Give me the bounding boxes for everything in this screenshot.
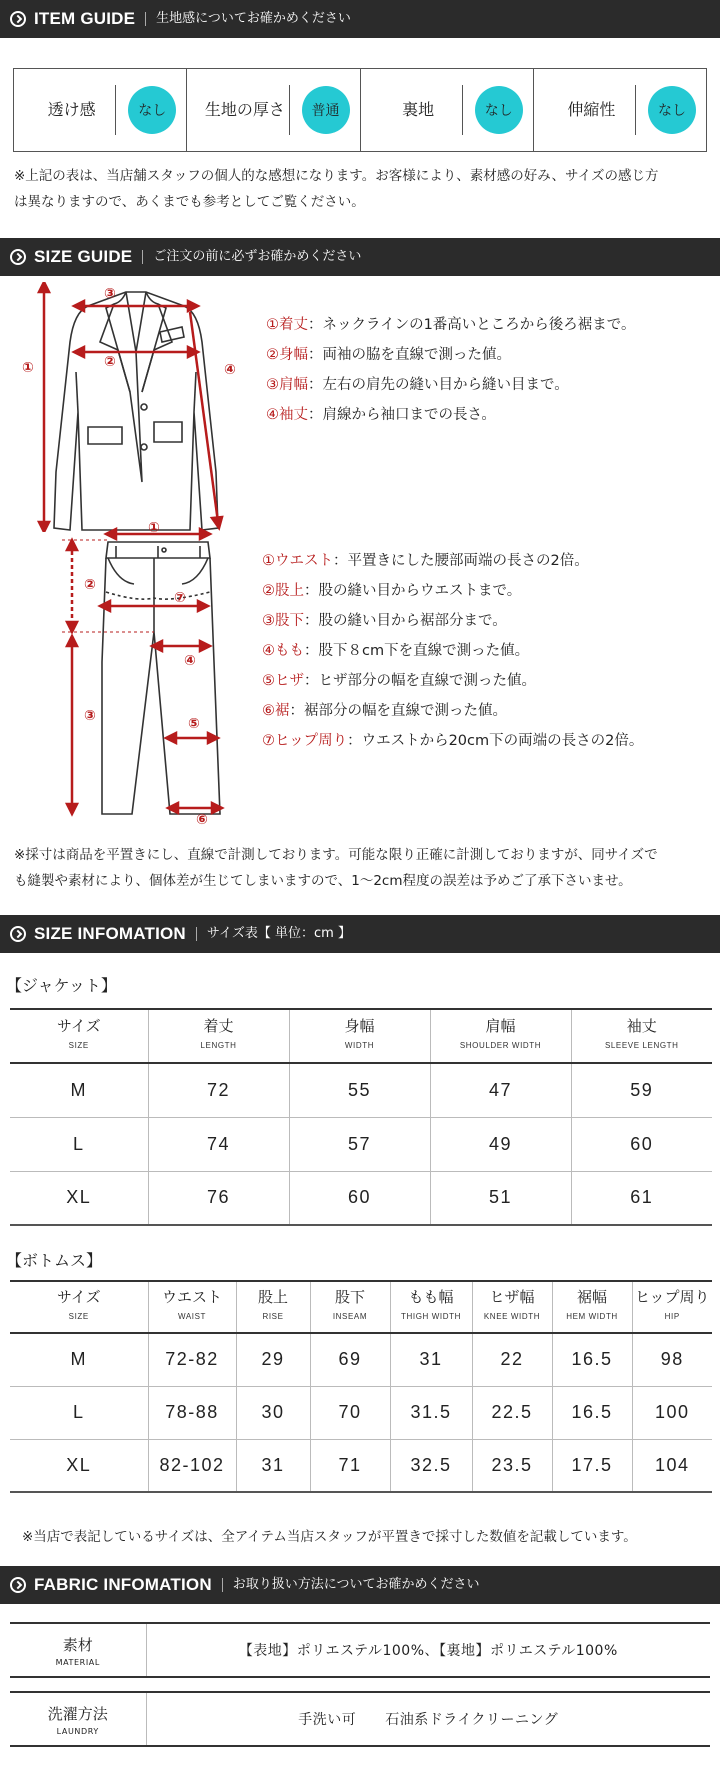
mark-waist: ① [148, 522, 160, 536]
table-cell: 31 [236, 1439, 310, 1492]
mark-rise: ② [84, 577, 96, 593]
section-subtitle: ご注文の前に必ずお確かめください [142, 250, 361, 264]
table-row [10, 1623, 710, 1677]
table-cell: L [10, 1386, 148, 1439]
table-cell: 61 [571, 1171, 712, 1225]
chevron-right-icon [10, 926, 26, 942]
table-cell: 16.5 [552, 1386, 632, 1439]
fabric-laundry-table [10, 1691, 710, 1747]
guide-item-key: ①ウエスト [262, 553, 333, 569]
section-subtitle: 生地感についてお確かめください [145, 12, 351, 26]
table-cell: 74 [148, 1117, 289, 1171]
table-row [10, 1333, 712, 1386]
guide-badge: 普通 [302, 86, 350, 134]
guide-item [262, 666, 643, 696]
guide-item-desc: ：肩線から袖口までの長さ。 [308, 407, 496, 423]
section-title: SIZE INFOMATION [34, 924, 186, 943]
section-subtitle: お取り扱い方法についてお確かめください [222, 1578, 480, 1592]
guide-item-desc: ：ヒザ部分の幅を直線で測った値。 [304, 673, 536, 689]
table-cell: 57 [289, 1117, 430, 1171]
section-title: ITEM GUIDE [34, 9, 136, 28]
table-cell: 78-88 [148, 1386, 236, 1439]
table-cell: XL [10, 1171, 148, 1225]
mark-knee: ⑤ [188, 716, 200, 732]
jacket-table-caption: 【ジャケット】 [6, 976, 117, 995]
note-line: ※採寸は商品を平置きにし、直線で計測しております。可能な限り正確に計測しておりますが、同サイズで [14, 847, 658, 863]
guide-cell-lining [361, 69, 534, 151]
header-hem: 裾幅 HEM WIDTH [552, 1281, 632, 1333]
table-cell: 70 [310, 1386, 390, 1439]
guide-item-key: ④袖丈 [266, 407, 308, 423]
fabric-info-header [0, 1566, 720, 1604]
table-cell: 104 [632, 1439, 712, 1492]
guide-label: 透け感 [28, 85, 116, 135]
guide-label: 伸縮性 [548, 85, 636, 135]
item-guide-header [0, 0, 720, 38]
guide-item-key: ③肩幅 [266, 377, 308, 393]
mark-hem: ⑥ [196, 812, 208, 827]
table-cell: 17.5 [552, 1439, 632, 1492]
table-cell: XL [10, 1439, 148, 1492]
table-cell: 22 [472, 1333, 552, 1386]
header-inseam: 股下 INSEAM [310, 1281, 390, 1333]
section-title: FABRIC INFOMATION [34, 1575, 212, 1594]
guide-item-desc: ：股の縫い目から裾部分まで。 [304, 613, 507, 629]
guide-item [262, 546, 643, 576]
table-row [10, 1386, 712, 1439]
table-cell: 98 [632, 1333, 712, 1386]
table-cell: 32.5 [390, 1439, 472, 1492]
guide-item-key: ⑦ヒップ周り [262, 733, 348, 749]
header-waist: ウエスト WAIST [148, 1281, 236, 1333]
table-cell: 23.5 [472, 1439, 552, 1492]
table-cell: 76 [148, 1171, 289, 1225]
material-label: 素材 MATERIAL [10, 1623, 146, 1677]
guide-item-desc: ：裾部分の幅を直線で測った値。 [289, 703, 507, 719]
guide-item [266, 370, 636, 400]
table-cell: 59 [571, 1063, 712, 1117]
table-cell: 100 [632, 1386, 712, 1439]
table-cell: 31 [390, 1333, 472, 1386]
table-cell: 71 [310, 1439, 390, 1492]
guide-item [262, 576, 643, 606]
guide-badge: なし [128, 86, 176, 134]
guide-item [262, 636, 643, 666]
header-size: サイズ SIZE [10, 1009, 148, 1063]
header-thigh: もも幅 THIGH WIDTH [390, 1281, 472, 1333]
guide-item-key: ⑥裾 [262, 703, 290, 719]
pants-guide-list [262, 546, 643, 756]
guide-item-desc: ：股下８cm下を直線で測った値。 [304, 643, 530, 659]
fabric-material-table [10, 1622, 710, 1678]
guide-label: 裏地 [375, 85, 463, 135]
guide-item-desc: ：左右の肩先の縫い目から縫い目まで。 [308, 377, 569, 393]
laundry-value: 手洗い可 石油系ドライクリーニング [146, 1692, 710, 1746]
guide-item-desc: ：平置きにした腰部両端の長さの2倍。 [333, 553, 589, 569]
mark-sleeve: ④ [224, 362, 236, 378]
header-hip: ヒップ周り HIP [632, 1281, 712, 1333]
table-cell: 60 [289, 1171, 430, 1225]
table-cell: 72-82 [148, 1333, 236, 1386]
header-knee: ヒザ幅 KNEE WIDTH [472, 1281, 552, 1333]
table-cell: 47 [430, 1063, 571, 1117]
guide-item-desc: ：両袖の脇を直線で測った値。 [308, 347, 511, 363]
table-cell: 31.5 [390, 1386, 472, 1439]
table-header-row [10, 1009, 712, 1063]
guide-item-key: ①着丈 [266, 317, 308, 333]
guide-item-key: ③股下 [262, 613, 304, 629]
guide-item-key: ④もも [262, 643, 304, 659]
table-row [10, 1171, 712, 1225]
chevron-right-icon [10, 249, 26, 265]
table-row [10, 1692, 710, 1746]
table-cell: 29 [236, 1333, 310, 1386]
mark-thigh: ④ [184, 653, 196, 669]
guide-item [262, 726, 643, 756]
header-width: 身幅 WIDTH [289, 1009, 430, 1063]
table-row [10, 1439, 712, 1492]
guide-item [262, 606, 643, 636]
guide-cell-transparency [14, 69, 187, 151]
mark-length: ① [22, 360, 34, 376]
size-info-header [0, 915, 720, 953]
guide-item-desc: ：ウエストから20cm下の両端の長さの2倍。 [347, 733, 644, 749]
mark-width: ② [104, 354, 116, 370]
chevron-right-icon [10, 1577, 26, 1593]
guide-item [266, 400, 636, 430]
guide-item-desc: ：股の縫い目からウエストまで。 [304, 583, 522, 599]
note-line: も縫製や素材により、個体差が生じてしまいますので、1～2cm程度の誤差は予めご了承下さいませ。 [14, 873, 632, 889]
table-cell: 82-102 [148, 1439, 236, 1492]
table-cell: 69 [310, 1333, 390, 1386]
item-guide-table [13, 68, 707, 152]
chevron-right-icon [10, 11, 26, 27]
header-rise: 股上 RISE [236, 1281, 310, 1333]
material-value: 【表地】ポリエステル100%、【裏地】ポリエステル100% [146, 1623, 710, 1677]
table-row [10, 1117, 712, 1171]
guide-item-key: ②身幅 [266, 347, 308, 363]
section-title: SIZE GUIDE [34, 247, 133, 266]
pants-illustration [58, 522, 238, 827]
jacket-size-table [10, 1008, 712, 1226]
table-cell: 72 [148, 1063, 289, 1117]
size-info-note: ※当店で表記しているサイズは、全アイテム当店スタッフが平置きで採寸した数値を記載しています。 [22, 1529, 637, 1545]
pants-outline [102, 542, 220, 814]
bottoms-table-caption: 【ボトムス】 [6, 1251, 103, 1270]
guide-badge: なし [648, 86, 696, 134]
table-cell: L [10, 1117, 148, 1171]
laundry-label: 洗濯方法 LAUNDRY [10, 1692, 146, 1746]
jacket-guide-list [266, 310, 636, 430]
header-sleeve: 袖丈 SLEEVE LENGTH [571, 1009, 712, 1063]
mark-shoulder: ③ [104, 286, 116, 302]
guide-item-desc: ：ネックラインの1番高いところから後ろ裾まで。 [308, 317, 636, 333]
header-shoulder: 肩幅 SHOULDER WIDTH [430, 1009, 571, 1063]
guide-label: 生地の厚さ [201, 85, 289, 135]
table-cell: M [10, 1063, 148, 1117]
guide-item-key: ⑤ヒザ [262, 673, 304, 689]
table-cell: 22.5 [472, 1386, 552, 1439]
table-cell: 16.5 [552, 1333, 632, 1386]
header-size: サイズ SIZE [10, 1281, 148, 1333]
table-row [10, 1063, 712, 1117]
note-line: は異なりますので、あくまでも参考としてご覧ください。 [14, 194, 365, 210]
guide-cell-thickness [187, 69, 360, 151]
table-cell: 49 [430, 1117, 571, 1171]
note-line: ※上記の表は、当店舗スタッフの個人的な感想になります。お客様により、素材感の好み、サイズの感じ方 [14, 168, 659, 184]
table-cell: 60 [571, 1117, 712, 1171]
guide-cell-stretch [534, 69, 706, 151]
mark-hip: ⑦ [174, 590, 186, 606]
jacket-illustration [18, 282, 253, 532]
size-guide-note [14, 842, 714, 894]
section-subtitle: サイズ表【 単位：cm 】 [196, 927, 351, 941]
header-length: 着丈 LENGTH [148, 1009, 289, 1063]
table-header-row [10, 1281, 712, 1333]
bottoms-size-table [10, 1280, 712, 1493]
guide-badge: なし [475, 86, 523, 134]
pants-measure-lines [67, 529, 222, 814]
guide-item [262, 696, 643, 726]
table-cell: M [10, 1333, 148, 1386]
guide-item [266, 340, 636, 370]
jacket-outline [54, 292, 218, 530]
mark-inseam: ③ [84, 708, 96, 724]
size-guide-header [0, 238, 720, 276]
guide-item-key: ②股上 [262, 583, 304, 599]
table-cell: 30 [236, 1386, 310, 1439]
table-cell: 55 [289, 1063, 430, 1117]
guide-item [266, 310, 636, 340]
table-cell: 51 [430, 1171, 571, 1225]
item-guide-note [14, 163, 714, 215]
